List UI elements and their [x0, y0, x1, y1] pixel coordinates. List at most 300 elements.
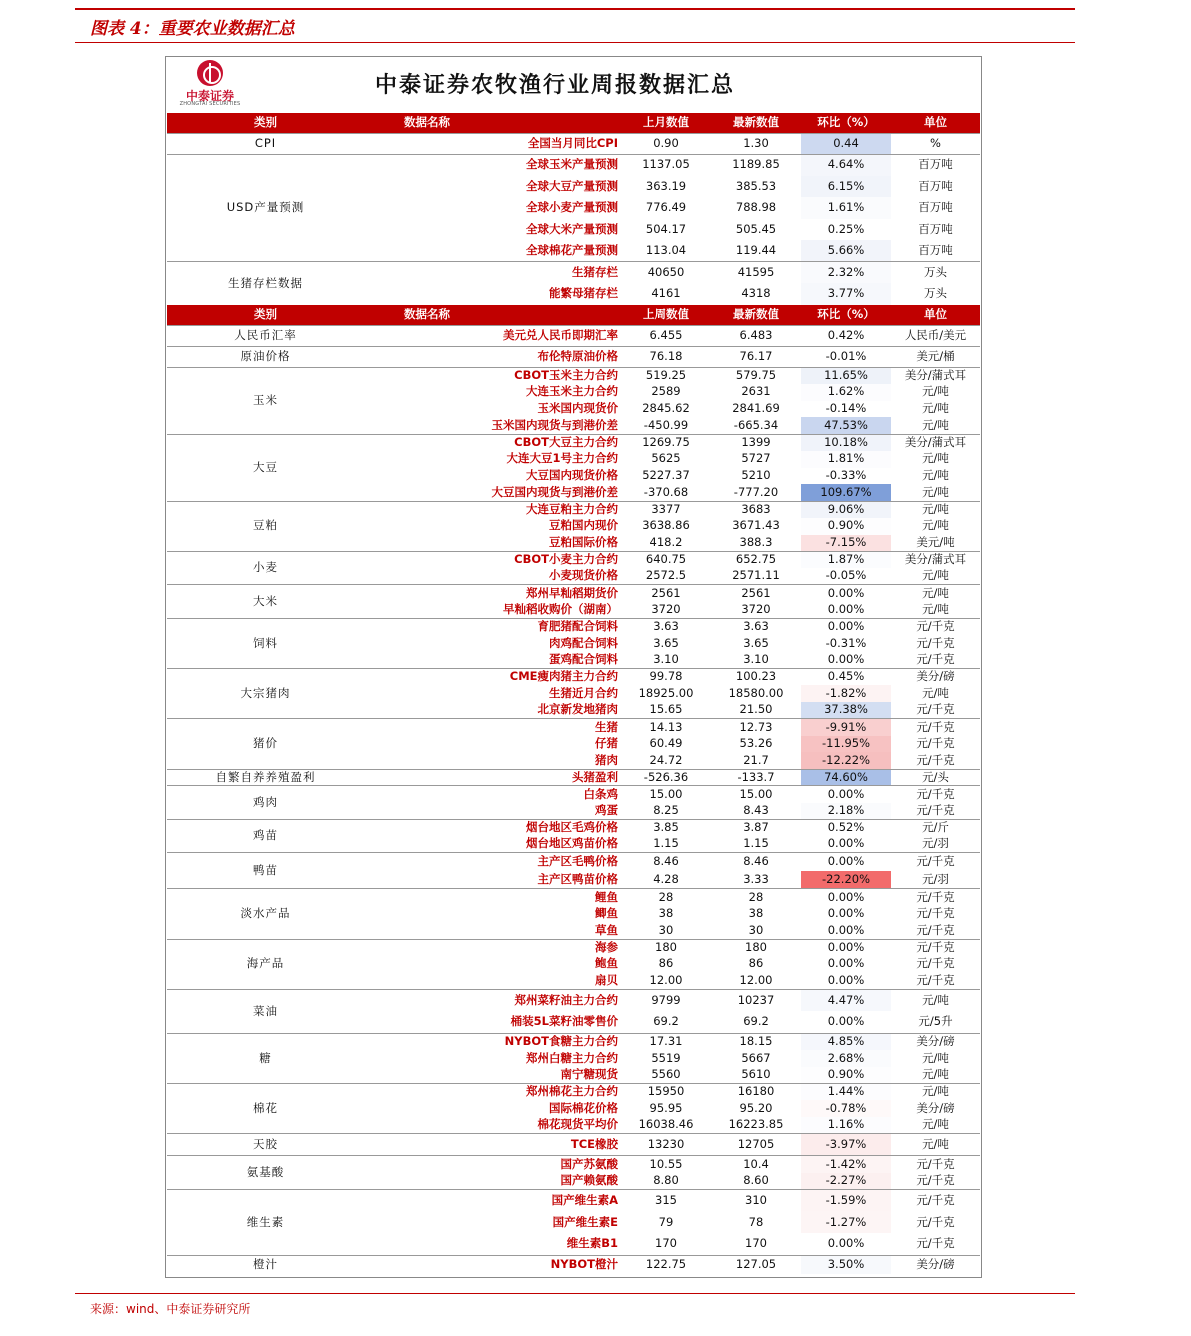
change-cell: 0.00% [801, 1011, 891, 1033]
latest-value-cell: 8.46 [711, 853, 801, 871]
unit-cell: 元/吨 [922, 568, 949, 583]
latest-value-cell: 3.63 [711, 618, 801, 635]
data-name-cell: 生猪 [364, 719, 621, 736]
change-cell: -3.97% [801, 1134, 891, 1156]
figure-title: 图表 4：重要农业数据汇总 [90, 19, 295, 39]
latest-value-cell: 10237 [711, 989, 801, 1011]
prev-value-cell: 519.25 [621, 367, 711, 384]
table-row [167, 853, 980, 871]
latest-value-cell: 170 [745, 1236, 767, 1251]
unit-cell: 美分/磅 [891, 669, 980, 686]
category-cell: 饲料 [167, 618, 364, 668]
change-cell: 0.00% [801, 602, 891, 619]
unit-cell: 元/吨 [891, 501, 980, 518]
prev-value-cell: 10.55 [621, 1156, 711, 1173]
change-cell: 0.45% [801, 669, 891, 686]
unit-cell: 元/千克 [891, 786, 980, 803]
unit-cell: 美分/蒲式耳 [891, 434, 980, 451]
category-cell: 橙汁 [167, 1255, 364, 1274]
header-change: 环比（%） [801, 113, 891, 133]
latest-value-cell: 2841.69 [732, 401, 780, 416]
latest-value-cell: 1189.85 [711, 154, 801, 176]
latest-value-cell: 4318 [741, 286, 771, 300]
data-name-cell: 主产区鸭苗价格 [537, 871, 618, 886]
header-unit: 单位 [891, 113, 980, 133]
data-name-cell: 国产苏氨酸 [364, 1156, 621, 1173]
unit-cell: 元/吨 [922, 451, 949, 466]
change-cell: 1.87% [801, 551, 891, 568]
unit-cell: 元/吨 [922, 1050, 949, 1065]
latest-value-cell: 86 [748, 956, 764, 971]
unit-cell: 美分/磅 [891, 1033, 980, 1050]
prev-value-cell: 315 [621, 1189, 711, 1211]
data-name-cell: 棉花现货平均价 [537, 1117, 618, 1132]
latest-value-cell: 127.05 [711, 1255, 801, 1274]
change-cell: 0.25% [801, 219, 891, 241]
table-row [167, 1033, 980, 1050]
change-cell: 0.00% [801, 786, 891, 803]
unit-cell: 元/千克 [916, 1214, 955, 1229]
prev-value-cell: -370.68 [643, 484, 689, 499]
header-data-name: 数据名称 [364, 113, 621, 133]
change-cell: -1.59% [801, 1189, 891, 1211]
prev-value-cell: 3.85 [621, 819, 711, 836]
data-name-cell: 玉米国内现货与到港价差 [491, 417, 618, 432]
table-row [167, 669, 980, 686]
data-name-cell: 南宁糖现货 [560, 1067, 618, 1082]
category-cell: 鸡苗 [167, 819, 364, 853]
unit-cell: 元/千克 [891, 1156, 980, 1173]
latest-value-cell: 180 [711, 939, 801, 956]
header-prev-value: 上周数值 [621, 305, 711, 325]
data-name-cell: 烟台地区毛鸡价格 [364, 819, 621, 836]
change-cell: 0.42% [801, 325, 891, 346]
latest-value-cell: 15.00 [711, 786, 801, 803]
latest-value-cell: 18580.00 [728, 685, 784, 700]
latest-value-cell: 385.53 [735, 178, 777, 193]
table-header-row [167, 305, 980, 325]
data-name-cell: 草鱼 [595, 922, 618, 937]
prev-value-cell: 5227.37 [642, 468, 690, 483]
header-category: 类别 [167, 305, 364, 325]
data-name-cell: 国际棉花价格 [549, 1100, 618, 1115]
unit-cell: 元/吨 [922, 401, 949, 416]
change-cell: 9.06% [801, 501, 891, 518]
category-cell: CPI [167, 133, 364, 154]
data-name-cell: 豆粕国际价格 [549, 534, 618, 549]
change-cell: 0.00% [801, 939, 891, 956]
source-note: 来源：wind、中泰证券研究所 [90, 1302, 251, 1316]
change-cell: 6.15% [801, 176, 891, 198]
latest-value-cell: 3.10 [743, 652, 769, 667]
change-cell: -1.42% [801, 1156, 891, 1173]
data-name-cell: 鲍鱼 [595, 956, 618, 971]
prev-value-cell: 0.90 [621, 133, 711, 154]
prev-value-cell: 86 [658, 956, 674, 971]
unit-cell: 万头 [891, 262, 980, 284]
latest-value-cell: 6.483 [711, 325, 801, 346]
change-cell: -7.15% [801, 535, 891, 552]
latest-value-cell: 788.98 [735, 200, 777, 214]
latest-value-cell: 5210 [741, 468, 771, 483]
data-name-cell: 大豆国内现货价格 [526, 468, 618, 483]
data-name-cell: 生猪存栏 [364, 262, 621, 284]
unit-cell: 元/吨 [922, 518, 949, 533]
logo-mark-icon [197, 60, 223, 86]
data-name-cell: 白条鸡 [364, 786, 621, 803]
data-name-cell: 国产维生素E [552, 1214, 618, 1229]
unit-cell: 元/吨 [922, 1117, 949, 1132]
change-cell: 0.00% [801, 836, 891, 853]
data-name-cell: 维生素B1 [566, 1236, 618, 1251]
category-cell: 淡水产品 [167, 889, 364, 939]
change-cell: -0.33% [801, 468, 891, 485]
data-name-cell: 海参 [364, 939, 621, 956]
category-cell: 糖 [167, 1033, 364, 1083]
table-row [167, 719, 980, 736]
latest-value-cell: 3720 [741, 601, 771, 616]
category-cell: 氨基酸 [167, 1156, 364, 1190]
data-name-cell: 仔猪 [595, 736, 618, 751]
latest-value-cell: 8.43 [743, 802, 769, 817]
latest-value-cell: 38 [748, 906, 764, 921]
prev-value-cell: 40650 [621, 262, 711, 284]
prev-value-cell: 640.75 [621, 551, 711, 568]
table-row [167, 819, 980, 836]
prev-value-cell: 122.75 [621, 1255, 711, 1274]
prev-value-cell: 24.72 [649, 752, 683, 767]
table-row [167, 434, 980, 451]
table-row [167, 585, 980, 602]
data-name-cell: 大连玉米主力合约 [526, 384, 618, 399]
table-header-row [167, 113, 980, 133]
data-name-cell: 郑州早籼稻期货价 [364, 585, 621, 602]
logo-name: 中泰证券 [185, 89, 234, 103]
unit-cell: 元/千克 [916, 635, 955, 650]
category-cell: 原油价格 [167, 346, 364, 367]
data-name-cell: 鲤鱼 [364, 889, 621, 906]
unit-cell: 元/千克 [916, 752, 955, 767]
category-cell: 大米 [167, 585, 364, 619]
data-name-cell: 早籼稻收购价（湖南） [503, 601, 618, 616]
latest-value-cell: 1399 [711, 434, 801, 451]
unit-cell: 元/千克 [916, 652, 955, 667]
data-name-cell: 蛋鸡配合饲料 [549, 652, 618, 667]
header-latest-value: 最新数值 [711, 305, 801, 325]
table-row [167, 346, 980, 367]
latest-value-cell: 1.30 [711, 133, 801, 154]
latest-value-cell: 28 [711, 889, 801, 906]
data-name-cell: NYBOT食糖主力合约 [364, 1033, 621, 1050]
change-cell: 1.61% [801, 197, 891, 219]
unit-cell: 元/千克 [916, 1236, 955, 1251]
unit-cell: 美分/磅 [891, 1255, 980, 1274]
unit-cell: 元/吨 [891, 585, 980, 602]
table-row [167, 989, 980, 1011]
category-cell: 鸡肉 [167, 786, 364, 820]
change-cell: -1.27% [801, 1211, 891, 1233]
unit-cell: 百万吨 [918, 221, 953, 236]
header-prev-value: 上月数值 [621, 113, 711, 133]
unit-cell: 百万吨 [891, 154, 980, 176]
table-row [167, 889, 980, 906]
data-name-cell: 豆粕国内现价 [549, 518, 618, 533]
latest-value-cell: 579.75 [711, 367, 801, 384]
change-cell: 5.66% [801, 240, 891, 262]
latest-value-cell: 119.44 [735, 242, 777, 257]
change-cell: -2.27% [801, 1173, 891, 1190]
latest-value-cell: 78 [748, 1214, 764, 1229]
prev-value-cell: 60.49 [649, 736, 683, 751]
data-name-cell: 育肥猪配合饲料 [364, 618, 621, 635]
change-cell: 0.00% [801, 618, 891, 635]
prev-value-cell: 3377 [621, 501, 711, 518]
unit-cell: 元/吨 [922, 384, 949, 399]
unit-cell: 元/千克 [891, 719, 980, 736]
latest-value-cell: 2631 [741, 384, 771, 399]
table-row [167, 618, 980, 635]
prev-value-cell: 5625 [651, 451, 681, 466]
latest-value-cell: 30 [748, 922, 764, 937]
unit-cell: 美元/桶 [891, 346, 980, 367]
prev-value-cell: 776.49 [645, 200, 687, 214]
data-name-cell: 主产区毛鸭价格 [364, 853, 621, 871]
change-cell: 0.00% [801, 585, 891, 602]
unit-cell: 元/吨 [922, 685, 949, 700]
unit-cell: 元/千克 [891, 1189, 980, 1211]
prev-value-cell: 3720 [651, 601, 681, 616]
prev-value-cell: 5560 [651, 1067, 681, 1082]
latest-value-cell: 21.50 [739, 702, 773, 717]
latest-value-cell: 100.23 [711, 669, 801, 686]
category-cell: 猪价 [167, 719, 364, 769]
category-cell: 天胶 [167, 1134, 364, 1156]
monthly-data-table [167, 113, 980, 305]
change-cell: 1.16% [801, 1117, 891, 1134]
change-cell: 3.77% [801, 283, 891, 305]
header-unit: 单位 [891, 305, 980, 325]
header-data-name: 数据名称 [364, 305, 621, 325]
latest-value-cell: 3683 [711, 501, 801, 518]
prev-value-cell: 2589 [651, 384, 681, 399]
prev-value-cell: 8.46 [621, 853, 711, 871]
prev-value-cell: 3.63 [621, 618, 711, 635]
prev-value-cell: -526.36 [621, 769, 711, 786]
table-row [167, 133, 980, 154]
latest-value-cell: 8.60 [743, 1172, 769, 1187]
data-name-cell: 郑州棉花主力合约 [364, 1084, 621, 1101]
latest-value-cell: 3.65 [743, 635, 769, 650]
data-name-cell: 布伦特原油价格 [364, 346, 621, 367]
data-name-cell: 玉米国内现货价 [537, 401, 618, 416]
prev-value-cell: 180 [621, 939, 711, 956]
change-cell: 0.00% [801, 652, 891, 669]
table-row [167, 1189, 980, 1211]
logo-subtitle: ZHONGTAI SECURITIES [179, 101, 241, 107]
data-name-cell: 全国当月同比CPI [364, 133, 621, 154]
prev-value-cell: 6.455 [621, 325, 711, 346]
prev-value-cell: 18925.00 [638, 685, 694, 700]
latest-value-cell: -133.7 [711, 769, 801, 786]
unit-cell: 元/吨 [922, 468, 949, 483]
unit-cell: 人民币/美元 [891, 325, 980, 346]
data-name-cell: 全球小麦产量预测 [526, 200, 618, 214]
change-cell: 10.18% [801, 434, 891, 451]
prev-value-cell: 5519 [651, 1050, 681, 1065]
latest-value-cell: 53.26 [739, 736, 773, 751]
unit-cell: 百万吨 [918, 200, 953, 214]
change-cell: 0.00% [801, 973, 891, 990]
change-cell: 0.90% [801, 1067, 891, 1084]
prev-value-cell: 504.17 [645, 221, 687, 236]
change-cell: -0.31% [801, 635, 891, 652]
latest-value-cell: 2571.11 [732, 568, 780, 583]
change-cell: -1.82% [801, 685, 891, 702]
table-row [167, 551, 980, 568]
data-name-cell: 郑州菜籽油主力合约 [364, 989, 621, 1011]
data-name-cell: 全球棉花产量预测 [526, 242, 618, 257]
change-cell: 3.50% [801, 1255, 891, 1274]
change-cell: 0.00% [801, 853, 891, 871]
table-row [167, 769, 980, 786]
change-cell: 1.81% [801, 451, 891, 468]
unit-cell: 美分/磅 [916, 1100, 955, 1115]
data-name-cell: 生猪近月合约 [549, 685, 618, 700]
data-name-cell: 国产赖氨酸 [560, 1172, 618, 1187]
latest-value-cell: 5610 [741, 1067, 771, 1082]
unit-cell: 元/千克 [916, 972, 955, 987]
latest-value-cell: 69.2 [743, 1014, 769, 1029]
change-cell: 2.32% [801, 262, 891, 284]
unit-cell: 元/千克 [916, 922, 955, 937]
unit-cell: 元/吨 [922, 417, 949, 432]
change-cell: 4.64% [801, 154, 891, 176]
data-name-cell: 能繁母猪存栏 [549, 286, 618, 300]
prev-value-cell: 16038.46 [638, 1117, 694, 1132]
unit-cell: 元/头 [891, 769, 980, 786]
category-cell: 维生素 [167, 1189, 364, 1255]
panel-title: 中泰证券农牧渔行业周报数据汇总 [374, 72, 735, 98]
prev-value-cell: 9799 [621, 989, 711, 1011]
unit-cell: 元/千克 [916, 802, 955, 817]
data-name-cell: 大连大豆1号主力合约 [506, 451, 618, 466]
category-cell: 人民币汇率 [167, 325, 364, 346]
latest-value-cell: 3.87 [711, 819, 801, 836]
data-name-cell: 全球大豆产量预测 [526, 178, 618, 193]
latest-value-cell: 3.33 [743, 871, 769, 886]
table-row [167, 939, 980, 956]
prev-value-cell: 170 [655, 1236, 677, 1251]
category-cell: 玉米 [167, 367, 364, 434]
category-cell: 鸭苗 [167, 853, 364, 889]
unit-cell: 美分/蒲式耳 [891, 551, 980, 568]
prev-value-cell: 3638.86 [642, 518, 690, 533]
latest-value-cell: 16223.85 [728, 1117, 784, 1132]
unit-cell: 元/千克 [916, 956, 955, 971]
table-row [167, 367, 980, 384]
latest-value-cell: 16180 [711, 1084, 801, 1101]
change-cell: 2.18% [801, 803, 891, 820]
prev-value-cell: 1137.05 [621, 154, 711, 176]
data-name-cell: 鸡蛋 [595, 802, 618, 817]
prev-value-cell: 1269.75 [621, 434, 711, 451]
change-cell: -0.01% [801, 346, 891, 367]
prev-value-cell: 4.28 [653, 871, 679, 886]
data-name-cell: 国产维生素A [364, 1189, 621, 1211]
change-cell: 4.85% [801, 1033, 891, 1050]
change-cell: 0.00% [801, 1233, 891, 1255]
prev-value-cell: 3.65 [653, 635, 679, 650]
data-name-cell: 全球大米产量预测 [526, 221, 618, 236]
data-name-cell: NYBOT橙汁 [364, 1255, 621, 1274]
unit-cell: 元/吨 [922, 601, 949, 616]
unit-cell: 元/千克 [916, 906, 955, 921]
change-cell: -0.14% [801, 401, 891, 418]
latest-value-cell: 388.3 [739, 534, 773, 549]
data-name-cell: 烟台地区鸡苗价格 [526, 836, 618, 851]
table-row [167, 154, 980, 176]
category-cell: 豆粕 [167, 501, 364, 551]
change-cell: -9.91% [801, 719, 891, 736]
unit-cell: 元/千克 [891, 618, 980, 635]
unit-cell: 元/5升 [918, 1014, 953, 1029]
prev-value-cell: 8.80 [653, 1172, 679, 1187]
latest-value-cell: 12.00 [739, 972, 773, 987]
change-cell: 109.67% [801, 484, 891, 501]
data-name-cell: 北京新发地猪肉 [537, 702, 618, 717]
category-cell: 自繁自养养殖盈利 [167, 769, 364, 786]
change-cell: -22.20% [801, 871, 891, 889]
latest-value-cell: 2561 [711, 585, 801, 602]
latest-value-cell: 652.75 [711, 551, 801, 568]
data-name-cell: 头猪盈利 [364, 769, 621, 786]
latest-value-cell: -665.34 [733, 417, 779, 432]
prev-value-cell: 30 [658, 922, 674, 937]
latest-value-cell: 310 [711, 1189, 801, 1211]
unit-cell: 元/羽 [922, 836, 949, 851]
prev-value-cell: 3.10 [653, 652, 679, 667]
prev-value-cell: 15950 [621, 1084, 711, 1101]
prev-value-cell: 76.18 [621, 346, 711, 367]
prev-value-cell: -450.99 [643, 417, 689, 432]
change-cell: -11.95% [801, 736, 891, 753]
data-name-cell: 猪肉 [595, 752, 618, 767]
table-row [167, 1255, 980, 1274]
unit-cell: 元/吨 [891, 1084, 980, 1101]
unit-cell: 元/千克 [891, 853, 980, 871]
data-name-cell: 大连豆粕主力合约 [364, 501, 621, 518]
header-category: 类别 [167, 113, 364, 133]
change-cell: 2.68% [801, 1050, 891, 1067]
change-cell: 11.65% [801, 367, 891, 384]
prev-value-cell: 28 [621, 889, 711, 906]
category-cell: 大宗猪肉 [167, 669, 364, 719]
header-latest-value: 最新数值 [711, 113, 801, 133]
change-cell: 37.38% [801, 702, 891, 719]
data-name-cell: CBOT小麦主力合约 [364, 551, 621, 568]
latest-value-cell: 10.4 [711, 1156, 801, 1173]
latest-value-cell: 21.7 [743, 752, 769, 767]
top-rule [75, 8, 1075, 10]
unit-cell: 美分/蒲式耳 [891, 367, 980, 384]
change-cell: -12.22% [801, 752, 891, 769]
change-cell: 0.90% [801, 518, 891, 535]
change-cell: -0.05% [801, 568, 891, 585]
latest-value-cell: -777.20 [733, 484, 779, 499]
data-name-cell: 扇贝 [595, 972, 618, 987]
prev-value-cell: 2845.62 [642, 401, 690, 416]
prev-value-cell: 15.00 [621, 786, 711, 803]
